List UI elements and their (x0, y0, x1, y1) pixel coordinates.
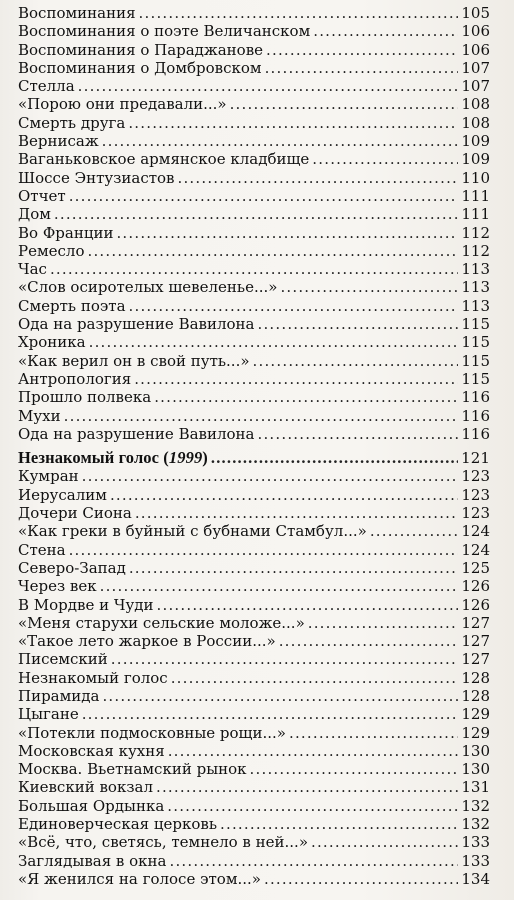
dot-leader (87, 242, 458, 260)
toc-entry (18, 742, 490, 760)
toc-section-heading (18, 449, 490, 467)
toc-entry (18, 260, 490, 278)
toc-entry-title: Прошло полвека (18, 388, 152, 407)
toc-entry (18, 169, 490, 187)
toc-entry-page-number: 111 (461, 186, 490, 205)
toc-entry-page-number: 128 (461, 686, 490, 705)
toc-entry-page-number: 115 (461, 315, 490, 334)
toc-entry (18, 370, 490, 388)
toc-entry-page-number: 113 (461, 278, 490, 297)
toc-entry (18, 205, 490, 223)
toc-entry (18, 467, 490, 485)
toc-entry-title: Северо-Запад (18, 558, 126, 577)
dot-leader (82, 705, 459, 723)
toc-entry-title: Ремесло (18, 241, 85, 260)
toc-entry (18, 297, 490, 315)
dot-leader (50, 260, 458, 278)
section-title-text: Незнакомый голос ( (18, 449, 169, 468)
toc-entry-title: «Всё, что, светясь, темнело в ней...» (18, 833, 308, 852)
dot-leader (134, 370, 458, 388)
toc-entry (18, 760, 490, 778)
dot-leader (64, 407, 459, 425)
toc-entry-page-number: 123 (461, 504, 490, 523)
dot-leader (128, 114, 458, 132)
dot-leader (280, 278, 458, 296)
dot-leader (279, 632, 459, 650)
toc-entry-title: Смерть поэта (18, 296, 126, 315)
toc-entry-title: Дочери Сиона (18, 504, 132, 523)
dot-leader (54, 205, 458, 223)
section-title-close: ) (202, 449, 208, 468)
dot-leader (69, 187, 459, 205)
dot-leader (171, 669, 459, 687)
dot-leader (78, 77, 459, 95)
toc-list-part-1 (18, 4, 490, 443)
dot-leader (157, 596, 459, 614)
toc-entry (18, 778, 490, 796)
toc-entry-page-number: 124 (461, 522, 490, 541)
toc-entry (18, 559, 490, 577)
dot-leader (168, 742, 459, 760)
toc-entry-page-number: 130 (461, 760, 490, 779)
toc-entry-page-number: 133 (461, 851, 490, 870)
dot-leader (102, 132, 459, 150)
dot-leader (230, 95, 459, 113)
dot-leader (257, 425, 458, 443)
dot-leader (156, 778, 458, 796)
toc-entry-title: Заглядывая в окна (18, 851, 167, 870)
toc-entry-page-number: 109 (461, 132, 490, 151)
toc-entry (18, 187, 490, 205)
toc-entry-title: Московская кухня (18, 741, 165, 760)
dot-leader (82, 467, 459, 485)
dot-leader (257, 315, 458, 333)
toc-entry-title: «Как верил он в свой путь...» (18, 351, 250, 370)
toc-entry-page-number: 110 (461, 168, 490, 187)
toc-entry (18, 95, 490, 113)
toc-entry (18, 669, 490, 687)
toc-entry (18, 852, 490, 870)
toc-entry (18, 352, 490, 370)
toc-entry-page-number: 113 (461, 260, 490, 279)
toc-entry (18, 425, 490, 443)
toc-entry-page-number: 131 (461, 778, 490, 797)
toc-entry (18, 59, 490, 77)
toc-entry (18, 522, 490, 540)
dot-leader (308, 614, 459, 632)
toc-entry-title: Писемский (18, 650, 108, 669)
toc-entry-title: Цыгане (18, 705, 79, 724)
toc-entry-title: Хроника (18, 333, 86, 352)
toc-entry-page-number: 108 (461, 113, 490, 132)
toc-list-part-2 (18, 467, 490, 888)
toc-entry-title: Отчет (18, 186, 66, 205)
dot-leader (102, 687, 458, 705)
toc-entry (18, 577, 490, 595)
dot-leader (116, 224, 458, 242)
toc-entry (18, 870, 490, 888)
toc-entry (18, 486, 490, 504)
toc-entry-page-number: 107 (461, 77, 490, 96)
toc-entry-title: Воспоминания о поэте Величанском (18, 22, 311, 41)
dot-leader (311, 833, 458, 851)
toc-entry (18, 724, 490, 742)
section-year: 1999 (168, 449, 203, 468)
toc-entry-page-number: 126 (461, 595, 490, 614)
toc-entry (18, 41, 490, 59)
dot-leader (110, 486, 458, 504)
toc-entry-title: Ода на разрушение Вавилона (18, 315, 255, 334)
toc-entry-page-number: 111 (461, 205, 490, 224)
dot-leader (100, 577, 459, 595)
dot-leader (211, 449, 458, 467)
toc-entry-title: Вернисаж (18, 132, 99, 151)
toc-entry-title: Во Франции (18, 223, 114, 242)
toc-entry (18, 614, 490, 632)
dot-leader (129, 297, 459, 315)
toc-entry (18, 242, 490, 260)
dot-leader (312, 150, 458, 168)
toc-entry-page-number: 124 (461, 540, 490, 559)
toc-entry-title: Мухи (18, 406, 61, 425)
toc-entry-title: «Порою они предавали...» (18, 95, 227, 114)
toc-entry-title: Час (18, 260, 47, 279)
toc-entry-title: «Такое лето жаркое в России...» (18, 632, 276, 651)
toc-entry-page-number: 107 (461, 58, 490, 77)
toc-entry-page-number: 109 (461, 150, 490, 169)
toc-entry-title: Иерусалим (18, 485, 107, 504)
toc-entry-page-number: 125 (461, 558, 490, 577)
toc-entry-page-number: 106 (461, 22, 490, 41)
toc-entry-page-number: 127 (461, 650, 490, 669)
dot-leader (264, 870, 458, 888)
section-page-number: 121 (461, 449, 490, 468)
toc-entry-page-number: 127 (461, 613, 490, 632)
toc-entry (18, 797, 490, 815)
toc-entry (18, 388, 490, 406)
toc-entry (18, 77, 490, 95)
toc-entry-title: «Слов осиротелых шевеленье...» (18, 278, 278, 297)
toc-entry-title: Ода на разрушение Вавилона (18, 424, 255, 443)
toc-entry-title: Дом (18, 205, 51, 224)
toc-entry-page-number: 127 (461, 632, 490, 651)
dot-leader (265, 59, 459, 77)
toc-entry-page-number: 116 (461, 424, 490, 443)
toc-entry-page-number: 132 (461, 815, 490, 834)
toc-entry (18, 4, 490, 22)
toc-entry-title: Антропология (18, 369, 132, 388)
toc-entry-page-number: 128 (461, 668, 490, 687)
toc-entry-page-number: 126 (461, 577, 490, 596)
dot-leader (170, 852, 459, 870)
toc-entry-title: Стена (18, 540, 66, 559)
toc-entry (18, 114, 490, 132)
toc-entry-page-number: 130 (461, 741, 490, 760)
toc-entry-page-number: 112 (461, 241, 490, 260)
toc-entry-page-number: 129 (461, 723, 490, 742)
toc-entry (18, 705, 490, 723)
toc-entry (18, 22, 490, 40)
toc-entry (18, 407, 490, 425)
dot-leader (253, 352, 459, 370)
toc-entry (18, 687, 490, 705)
toc-entry-title: Пирамида (18, 686, 100, 705)
toc-entry-page-number: 113 (461, 296, 490, 315)
toc-entry (18, 504, 490, 522)
toc-entry (18, 596, 490, 614)
toc-entry (18, 315, 490, 333)
toc-entry-page-number: 115 (461, 369, 490, 388)
toc-entry-page-number: 115 (461, 351, 490, 370)
dot-leader (139, 4, 459, 22)
toc-entry-page-number: 123 (461, 467, 490, 486)
dot-leader (129, 559, 459, 577)
toc-entry-title: Москва. Вьетнамский рынок (18, 760, 247, 779)
toc-entry-title: Смерть друга (18, 113, 126, 132)
toc-entry-title: «Меня старухи сельские моложе...» (18, 613, 305, 632)
toc-entry (18, 278, 490, 296)
toc-entry-page-number: 115 (461, 333, 490, 352)
toc-entry-title: Воспоминания о Домбровском (18, 58, 262, 77)
dot-leader (370, 522, 459, 540)
dot-leader (89, 333, 459, 351)
toc-entry-page-number: 108 (461, 95, 490, 114)
dot-leader (167, 797, 458, 815)
toc-entry-page-number: 134 (461, 869, 490, 888)
toc-entry (18, 333, 490, 351)
toc-entry-page-number: 123 (461, 485, 490, 504)
toc-entry-title: Незнакомый голос (18, 668, 168, 687)
dot-leader (178, 169, 459, 187)
dot-leader (135, 504, 459, 522)
toc-entry-title: «Как греки в буйный с бубнами Стамбул...» (18, 522, 367, 541)
dot-leader (250, 760, 459, 778)
toc-entry-title: Единоверческая церковь (18, 815, 218, 834)
section-title (18, 449, 208, 467)
toc-entry-page-number: 129 (461, 705, 490, 724)
toc-entry (18, 632, 490, 650)
toc-entry-page-number: 132 (461, 796, 490, 815)
toc-entry-title: «Я женился на голосе этом...» (18, 869, 261, 888)
toc-entry-title: Шоссе Энтузиастов (18, 168, 175, 187)
toc-entry-title: Воспоминания (18, 4, 136, 22)
dot-leader (154, 388, 458, 406)
toc-entry (18, 650, 490, 668)
toc-entry-page-number: 106 (461, 40, 490, 59)
toc-entry-title: Большая Ордынка (18, 796, 165, 815)
toc-entry-title: Воспоминания о Параджанове (18, 40, 264, 59)
toc-entry-title: «Потекли подмосковные рощи...» (18, 723, 286, 742)
toc-entry (18, 132, 490, 150)
dot-leader (266, 41, 458, 59)
toc-entry (18, 541, 490, 559)
dot-leader (111, 650, 459, 668)
toc-entry-title: Кумран (18, 467, 79, 486)
dot-leader (289, 724, 458, 742)
toc-entry-title: В Мордве и Чуди (18, 595, 154, 614)
toc-entry (18, 815, 490, 833)
toc-entry-title: Через век (18, 577, 97, 596)
dot-leader (69, 541, 459, 559)
toc-entry-page-number: 105 (461, 4, 490, 22)
toc-entry-title: Ваганьковское армянское кладбище (18, 150, 310, 169)
toc-entry-page-number: 116 (461, 388, 490, 407)
dot-leader (220, 815, 458, 833)
toc-entry-title: Киевский вокзал (18, 778, 153, 797)
toc-entry-title: Стелла (18, 77, 75, 96)
toc-entry (18, 150, 490, 168)
toc-entry-page-number: 112 (461, 223, 490, 242)
toc-entry-page-number: 116 (461, 406, 490, 425)
dot-leader (313, 22, 458, 40)
toc-entry (18, 833, 490, 851)
toc-entry-page-number: 133 (461, 833, 490, 852)
toc-entry (18, 224, 490, 242)
